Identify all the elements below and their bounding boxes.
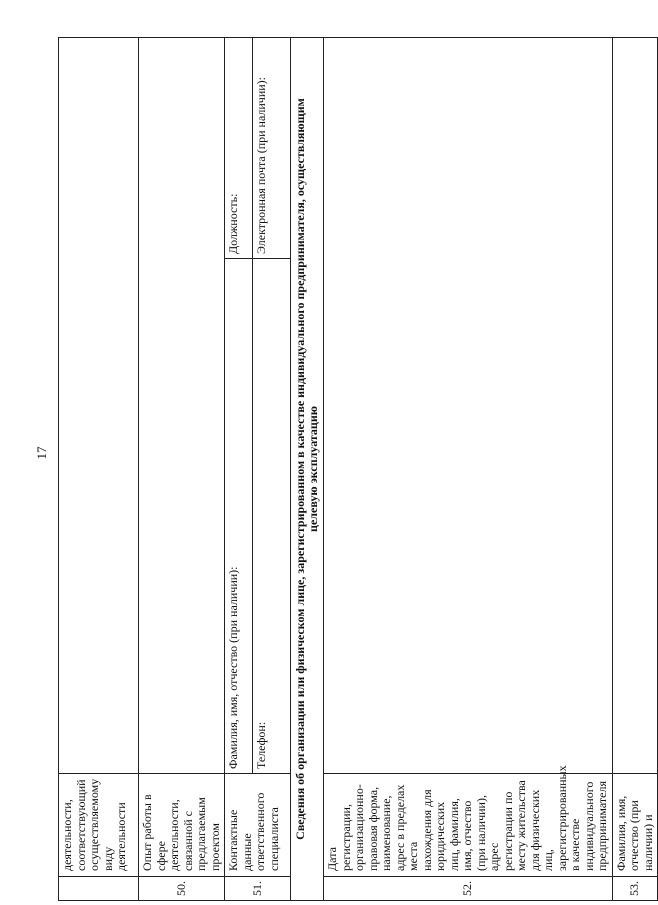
contact-position-field[interactable]: Должность: — [225, 38, 253, 259]
row-49-value-cell[interactable] — [59, 38, 139, 774]
contact-email-field[interactable]: Электронная почта (при наличии): — [253, 38, 291, 259]
row-52-label: Дата регистрации, организационно-правовая форма, наименование, адрес в пределах места нахождения для юридических лиц, фамилия, имя, отчество (при наличии), адрес регистрации по месту жительства для физических лиц, зарегистрированных в качестве индивидуального предпринимателя — [324, 774, 613, 877]
contact-phone-field[interactable]: Телефон: — [253, 259, 291, 774]
row-53-value-cell[interactable] — [612, 38, 658, 774]
row-49-label: деятельности, соответствующий осуществляемому виду деятельности — [59, 774, 139, 877]
row-number-cell — [59, 877, 139, 901]
row-53-number: 53. — [612, 877, 658, 901]
contact-fio-field[interactable]: Фамилия, имя, отчество (при наличии): — [225, 259, 253, 774]
table-row — [225, 38, 253, 901]
row-51-number: 51. — [225, 877, 291, 901]
row-50-label: Опыт работы в сфере деятельности, связанной с предлагаемым проектом — [139, 774, 225, 877]
table-row — [324, 38, 613, 901]
application-form-table — [58, 37, 658, 901]
table-row — [253, 38, 291, 901]
page-number: 17 — [34, 446, 49, 460]
table-row — [612, 38, 658, 901]
row-50-number: 50. — [139, 877, 225, 901]
row-50-value-cell[interactable] — [139, 38, 225, 774]
row-52-value-cell[interactable] — [324, 38, 613, 774]
table-row — [59, 38, 139, 901]
row-51-label: Контактные данные ответственного специалиста — [225, 774, 291, 877]
section-heading-row — [291, 38, 324, 901]
section-heading: Сведения об организации или физическом лице, зарегистрированном в качестве индивидуального предпринимателя, осуществляющим целевую эксплуатацию — [291, 38, 324, 901]
row-53-label: Фамилия, имя, отчество (при наличии) и — [612, 774, 658, 877]
table-row — [139, 38, 225, 901]
row-52-number: 52. — [324, 877, 613, 901]
